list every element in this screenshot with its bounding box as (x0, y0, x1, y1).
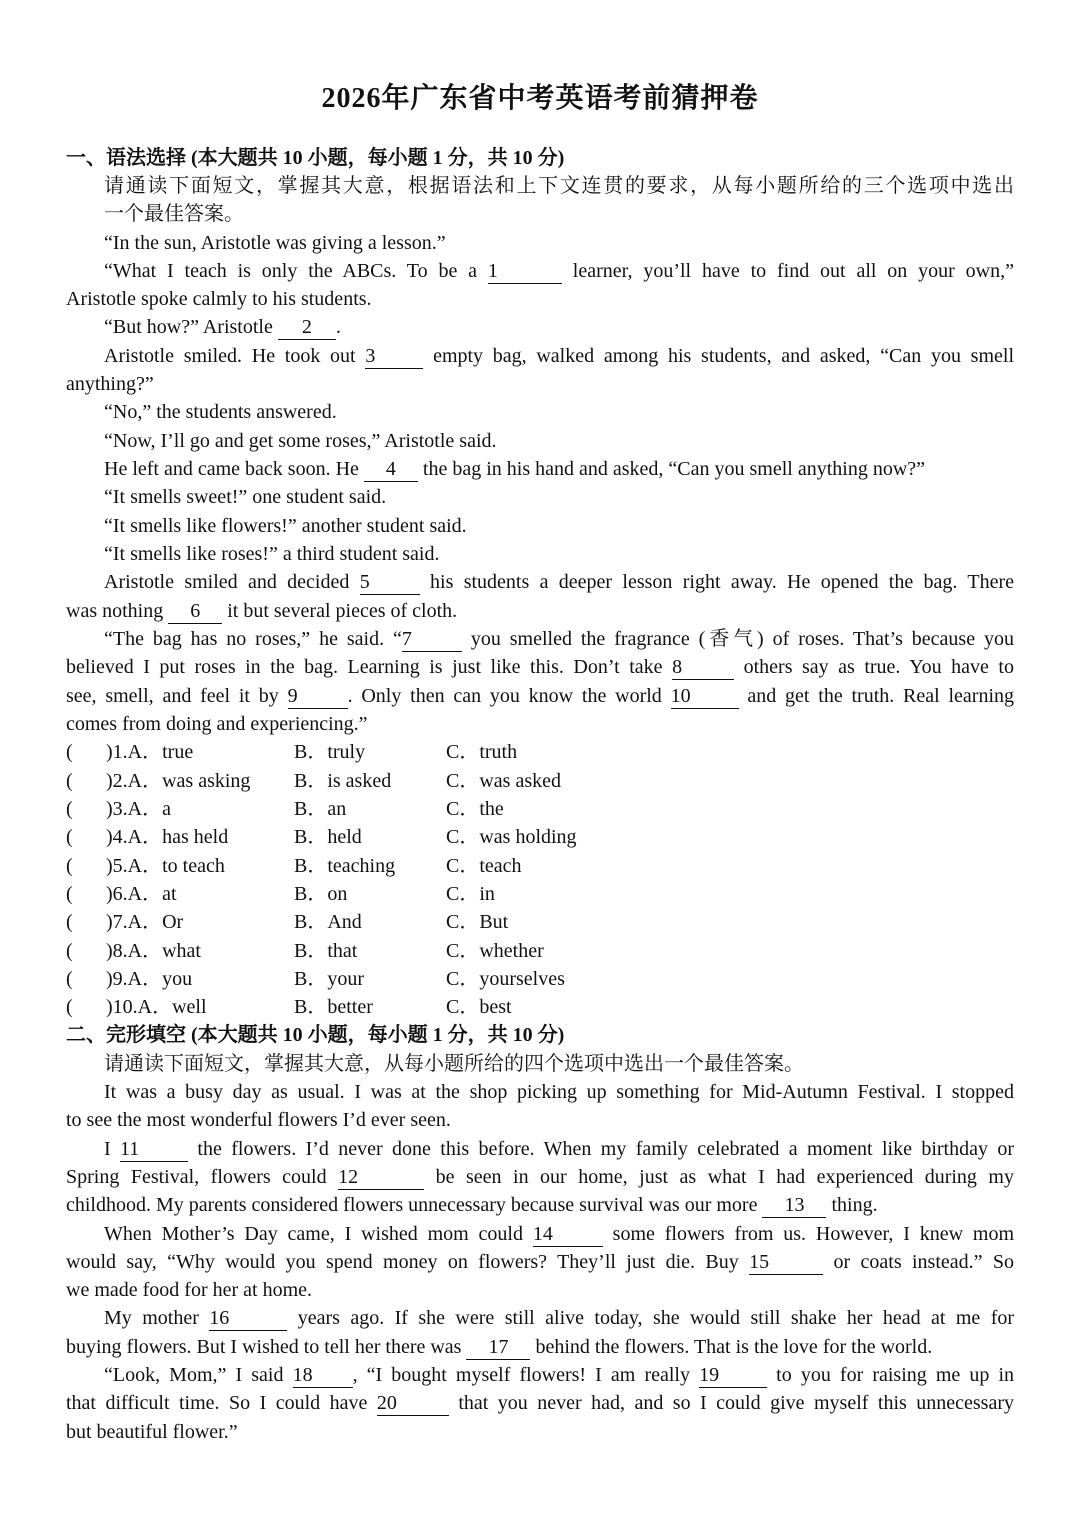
option-c: C．But (446, 911, 509, 933)
blank-1: 1 (488, 260, 562, 284)
option-c: C．teach (446, 855, 522, 877)
passage2-line: buying flowers. But I wished to tell her there was 17 behind the flowers. That is the love for the world. (66, 1336, 933, 1358)
blank-3: 3 (365, 345, 423, 369)
blank-18: 18 (293, 1364, 353, 1388)
option-a: )5.A．to teach (106, 855, 225, 877)
blank-19: 19 (699, 1364, 767, 1388)
option-b: B．your (294, 968, 364, 990)
option-c: C．whether (446, 940, 544, 962)
passage2-line: we made food for her at home. (66, 1279, 313, 1301)
answer-paren: ( (66, 911, 73, 933)
blank-16: 16 (209, 1307, 287, 1331)
blank-9: 9 (288, 685, 348, 709)
answer-paren: ( (66, 798, 73, 820)
passage2-line: I 11 the flowers. I’d never done this before. When my family celebrated a moment like birthday or (104, 1138, 1014, 1160)
option-b: B．held (294, 826, 362, 848)
option-c: C．in (446, 883, 495, 905)
passage1-line: “It smells sweet!” one student said. (104, 486, 387, 508)
passage2-line: that difficult time. So I could have 20 that you never had, and so I could give myself this unnecessary (66, 1392, 1014, 1414)
passage1-line: comes from doing and experiencing.” (66, 713, 368, 735)
section2-instruction: 请通读下面短文，掌握其大意，从每小题所给的四个选项中选出一个最佳答案。 (104, 1053, 804, 1075)
option-a: )1.A．true (106, 741, 194, 763)
passage2-line: “Look, Mom,” I said 18 , “I bought myself flowers! I am really 19 to you for raising me up in (104, 1364, 1015, 1386)
answer-paren: ( (66, 741, 73, 763)
option-b: B．that (294, 940, 358, 962)
option-a: )7.A．Or (106, 911, 184, 933)
passage1-line: “It smells like flowers!” another student said. (104, 515, 467, 537)
blank-12: 12 (338, 1166, 424, 1190)
answer-paren: ( (66, 826, 73, 848)
option-a: )6.A．at (106, 883, 177, 905)
passage1-line: believed I put roses in the bag. Learning is just like this. Don’t take 8 others say as true. You have to (66, 656, 1014, 678)
section1-instruction-cont: 一个最佳答案。 (104, 203, 244, 225)
passage2-line: to see the most wonderful flowers I’d ever seen. (66, 1109, 451, 1131)
option-a: )3.A．a (106, 798, 171, 820)
section2-heading: 二、完形填空 (本大题共 10 小题，每小题 1 分，共 10 分) (66, 1024, 565, 1046)
answer-paren: ( (66, 940, 73, 962)
passage1-line: see, smell, and feel it by 9 . Only then can you know the world 10 and get the truth. Real learning (66, 685, 1015, 707)
passage2-line: Spring Festival, flowers could 12 be seen in our home, just as what I had experienced during my (66, 1166, 1014, 1188)
blank-4: 4 (364, 458, 418, 482)
passage2-line: It was a busy day as usual. I was at the shop picking up something for Mid-Autumn Festival. I stopped (104, 1081, 1014, 1103)
passage1-line: “It smells like roses!” a third student said. (104, 543, 440, 565)
blank-11: 11 (120, 1138, 188, 1162)
option-b: B．on (294, 883, 348, 905)
option-a: )2.A．was asking (106, 770, 251, 792)
option-b: B．better (294, 996, 373, 1018)
answer-paren: ( (66, 996, 73, 1018)
passage2-line: but beautiful flower.” (66, 1421, 238, 1443)
blank-7: 7 (402, 628, 462, 652)
page-title: 2026年广东省中考英语考前猜押卷 (321, 83, 759, 114)
blank-5: 5 (360, 571, 420, 595)
answer-paren: ( (66, 855, 73, 877)
passage2-line: childhood. My parents considered flowers unnecessary because survival was our more 13 thing. (66, 1194, 878, 1216)
answer-paren: ( (66, 770, 73, 792)
blank-2: 2 (278, 316, 336, 340)
passage2-line: When Mother’s Day came, I wished mom could 14 some flowers from us. However, I knew mom (104, 1223, 1015, 1245)
option-a: )8.A．what (106, 940, 201, 962)
passage1-line: “The bag has no roses,” he said. “7 you smelled the fragrance (香气) of roses. That’s because you (104, 628, 1014, 650)
option-a: )9.A．you (106, 968, 193, 990)
option-b: B．teaching (294, 855, 396, 877)
blank-8: 8 (672, 656, 734, 680)
passage1-line: “But how?” Aristotle 2 . (104, 316, 341, 338)
section1-instruction: 请通读下面短文，掌握其大意，根据语法和上下文连贯的要求，从每小题所给的三个选项中选出 (104, 175, 1014, 197)
passage1-line: “Now, I’ll go and get some roses,” Aristotle said. (104, 430, 497, 452)
option-c: C．was asked (446, 770, 561, 792)
option-c: C．best (446, 996, 512, 1018)
passage1-line: He left and came back soon. He 4 the bag in his hand and asked, “Can you smell anything now?” (104, 458, 926, 480)
blank-20: 20 (377, 1392, 449, 1416)
passage1-line: anything?” (66, 373, 154, 395)
blank-17: 17 (466, 1336, 530, 1360)
section1-heading: 一、语法选择 (本大题共 10 小题，每小题 1 分，共 10 分) (66, 147, 565, 169)
passage1-line: Aristotle smiled and decided 5 his students a deeper lesson right away. He opened the bag. There (104, 571, 1015, 593)
passage1-line: “No,” the students answered. (104, 401, 337, 423)
option-b: B．is asked (294, 770, 392, 792)
answer-paren: ( (66, 883, 73, 905)
passage1-line: Aristotle smiled. He took out 3 empty bag, walked among his students, and asked, “Can you smell (104, 345, 1014, 367)
option-b: B．truly (294, 741, 366, 763)
blank-13: 13 (762, 1194, 826, 1218)
option-b: B．an (294, 798, 347, 820)
passage2-line: would say, “Why would you spend money on flowers? They’ll just die. Buy 15 or coats instead.” So (66, 1251, 1015, 1273)
option-c: C．yourselves (446, 968, 565, 990)
answer-paren: ( (66, 968, 73, 990)
option-a: )4.A．has held (106, 826, 229, 848)
option-a: )10.A．well (106, 996, 207, 1018)
passage2-line: My mother 16 years ago. If she were still alive today, she would still shake her head at me for (104, 1307, 1015, 1329)
option-c: C．truth (446, 741, 518, 763)
blank-15: 15 (749, 1251, 823, 1275)
passage1-line: Aristotle spoke calmly to his students. (66, 288, 372, 310)
option-b: B．And (294, 911, 362, 933)
blank-10: 10 (671, 685, 739, 709)
passage1-line: “What I teach is only the ABCs. To be a 1 learner, you’ll have to find out all on your own,” (104, 260, 1014, 282)
blank-6: 6 (168, 600, 222, 624)
option-c: C．the (446, 798, 504, 820)
passage1-line: “In the sun, Aristotle was giving a lesson.” (104, 232, 446, 254)
blank-14: 14 (533, 1223, 603, 1247)
option-c: C．was holding (446, 826, 577, 848)
passage1-line: was nothing 6 it but several pieces of cloth. (66, 600, 458, 622)
